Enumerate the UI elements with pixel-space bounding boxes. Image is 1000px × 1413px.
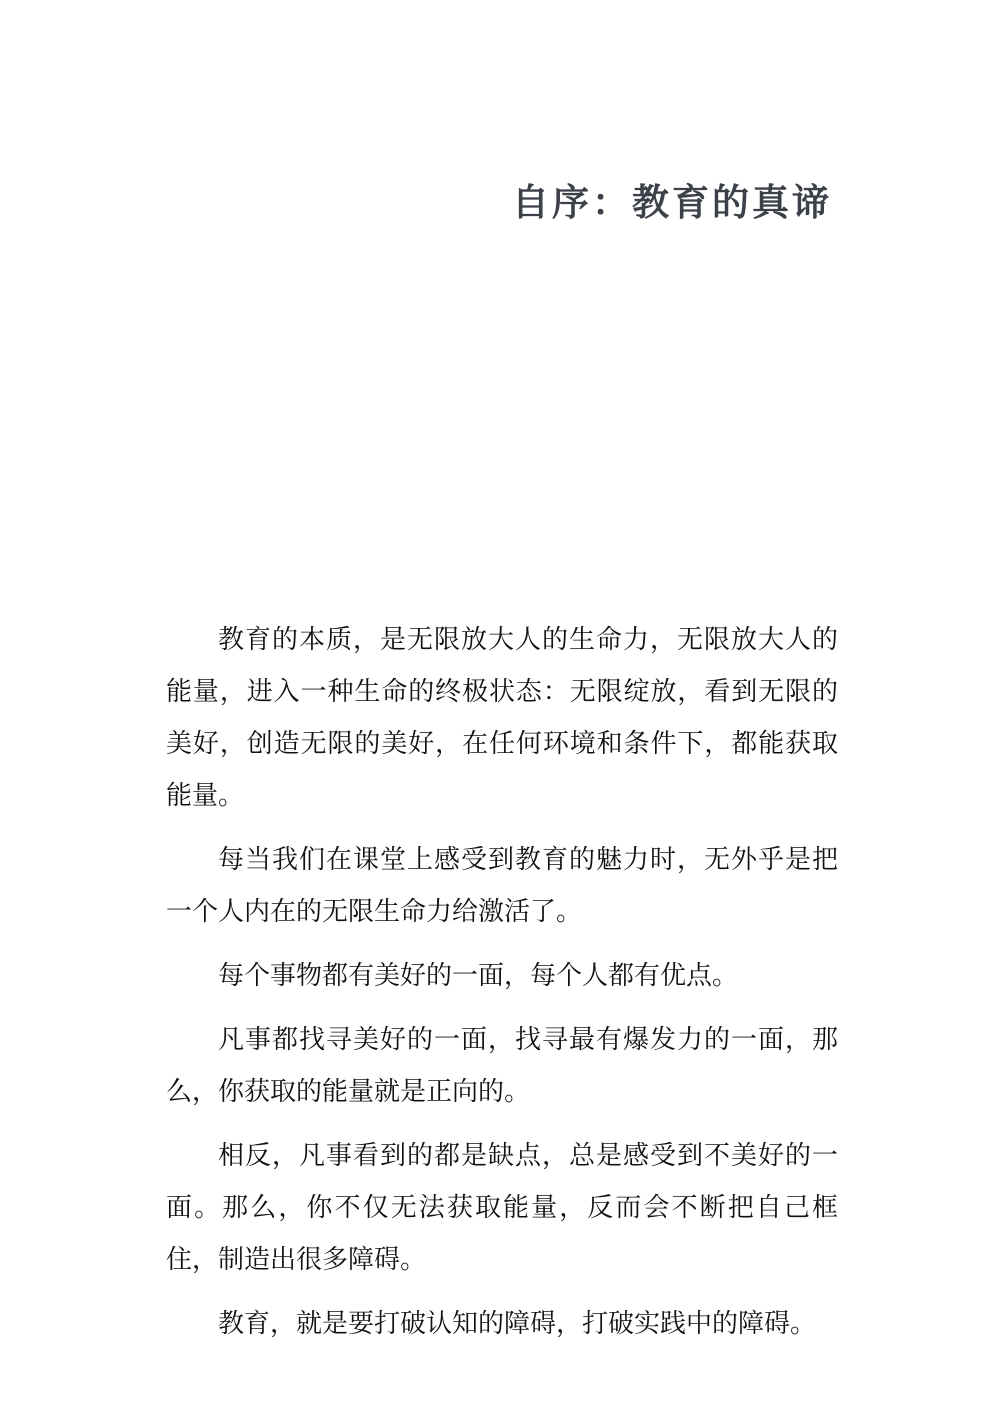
chapter-title: 自序：教育的真谛 (512, 181, 832, 224)
paragraph: 教育，就是要打破认知的障碍，打破实践中的障碍。 (218, 1309, 817, 1339)
body-text (166, 614, 838, 1362)
paragraph: 每当我们在课堂上感受到教育的魅力时，无外乎是把一个人内在的无限生命力给激活了。 (166, 845, 838, 927)
paragraph: 每个事物都有美好的一面，每个人都有优点。 (218, 961, 739, 991)
paragraph: 教育的本质，是无限放大人的生命力，无限放大人的能量，进入一种生命的终极状态：无限绽放，看到无限的美好，创造无限的美好，在任何环境和条件下，都能获取能量。 (166, 625, 838, 811)
paragraph: 相反，凡事看到的都是缺点，总是感受到不美好的一面。那么，你不仅无法获取能量，反而会不断把自己框住，制造出很多障碍。 (166, 1141, 838, 1275)
paragraph: 凡事都找寻美好的一面，找寻最有爆发力的一面，那么，你获取的能量就是正向的。 (166, 1025, 838, 1107)
